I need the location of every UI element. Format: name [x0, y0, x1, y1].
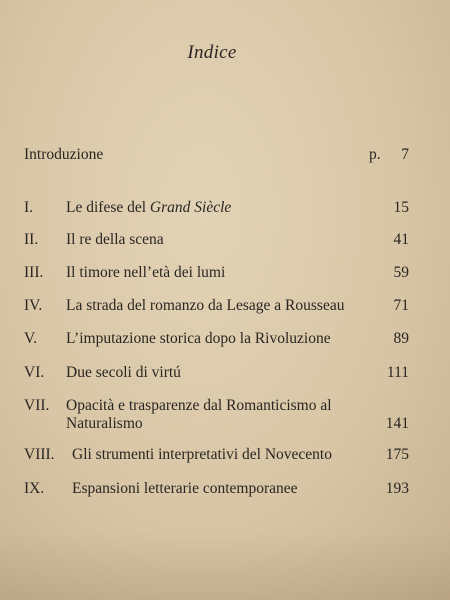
toc-entry-number: VII.: [24, 397, 50, 414]
toc-entry-number: II.: [24, 231, 39, 248]
toc-entry-page: 59: [393, 264, 409, 281]
toc-entry-page: 71: [393, 297, 409, 314]
toc-entry-page: 193: [385, 480, 409, 497]
toc-entry-page: 41: [393, 231, 409, 248]
toc-entry-number: V.: [24, 330, 38, 347]
toc-entry-title-line2: Naturalismo: [66, 415, 143, 432]
toc-entry-page: 175: [385, 446, 409, 463]
toc-entry-title: [66, 397, 366, 433]
toc-entry-page: 141: [385, 415, 409, 432]
toc-entry-title: Introduzione: [24, 146, 104, 163]
toc-entry-number: VI.: [24, 364, 45, 381]
page-prefix: p.: [369, 146, 381, 163]
toc-entry-number: VIII.: [24, 446, 55, 463]
toc-entry-title: Il timore nell’età dei lumi: [66, 264, 226, 281]
toc-entry-title: Espansioni letterarie contemporanee: [72, 480, 298, 497]
toc-entry-title: Il re della scena: [66, 231, 164, 248]
toc-entry-title-line1: Opacità e trasparenze dal Romanticismo al: [66, 397, 332, 414]
toc-entry-title: Gli strumenti interpretativi del Novecento: [72, 446, 332, 463]
toc-entry-page: 89: [393, 330, 409, 347]
toc-entry-introduction: [24, 146, 409, 170]
toc-entry-title: Due secoli di virtú: [66, 364, 181, 381]
toc-entry-page: 111: [386, 364, 409, 381]
toc-entry-number: III.: [24, 264, 44, 281]
toc-entry-number: IV.: [24, 297, 43, 314]
toc-entry-title-plain: Le difese del: [66, 199, 150, 216]
page-title: Indice: [187, 42, 237, 63]
toc-entry-title: La strada del romanzo da Lesage a Rousseau: [66, 297, 345, 314]
toc-entry-number: I.: [24, 199, 34, 216]
toc-entry-title: [66, 199, 366, 217]
toc-entry-page: 15: [393, 199, 409, 216]
toc-entry-number: IX.: [24, 480, 45, 497]
toc-entry-title-italic: Grand Siècle: [149, 199, 232, 216]
toc-entry-page: 7: [401, 146, 409, 163]
toc-entry-title: L’imputazione storica dopo la Rivoluzione: [66, 330, 331, 347]
